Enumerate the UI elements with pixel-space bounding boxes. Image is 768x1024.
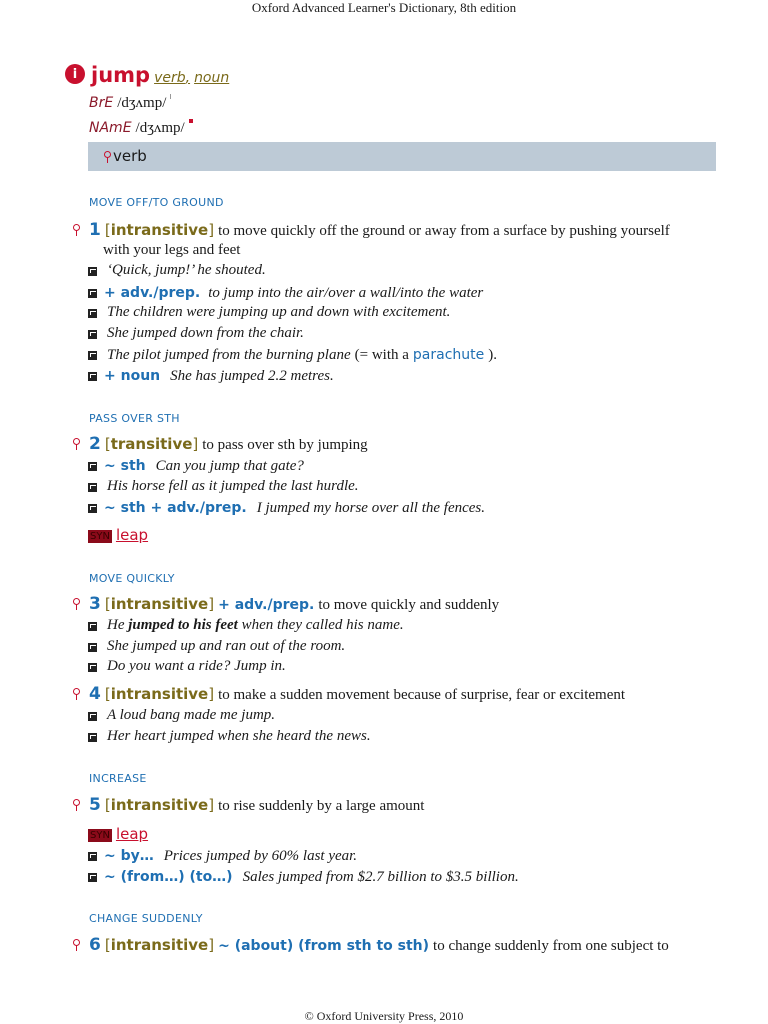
example (104, 847, 357, 865)
example-bullet-icon (88, 733, 97, 742)
pron-name-text: /dʒʌmp/ (135, 120, 185, 136)
pos-banner-label: verb (113, 147, 147, 165)
bracket: [ (104, 685, 111, 703)
example-text: when they called his name. (241, 617, 404, 633)
definition-continued: with your legs and feet (103, 242, 241, 258)
grammar-label: intransitive (110, 685, 209, 703)
example (104, 868, 519, 886)
example (104, 457, 304, 475)
example-bullet-icon (88, 873, 97, 882)
synonym-link[interactable]: leap (115, 825, 149, 843)
grammar-pattern: + adv./prep. (218, 597, 315, 613)
headword: jump (91, 63, 151, 87)
grammar-label: intransitive (110, 796, 209, 814)
example (107, 346, 497, 364)
bracket: [ (104, 595, 111, 613)
pron-name-label: NAmE (89, 120, 132, 136)
grammar-label: transitive (110, 435, 193, 453)
grammar-pattern: ~ (about) (from sth to sth) (218, 938, 430, 954)
definition: to make a sudden movement because of surprise, fear or excitement (218, 687, 626, 703)
synonym-line (88, 526, 148, 545)
sense-number: 1 (89, 220, 101, 240)
sense-6 (89, 935, 669, 955)
example-bullet-icon (88, 267, 97, 276)
definition: to move quickly off the ground or away from a surface by pushing yourself (218, 223, 670, 239)
pron-name (89, 119, 193, 137)
bracket: ] (192, 435, 199, 453)
bracket: [ (104, 221, 111, 239)
headword-line (91, 63, 229, 87)
sense-number: 3 (89, 594, 101, 614)
example-bullet-icon (88, 504, 97, 513)
audio-name-icon[interactable] (189, 119, 193, 123)
sense-5 (89, 795, 424, 815)
definition: to pass over sth by jumping (202, 437, 368, 453)
sense-number: 6 (89, 935, 101, 955)
grammar-label: intransitive (110, 221, 209, 239)
bracket: [ (104, 435, 111, 453)
pron-bre-text: /dʒʌmp/ (117, 95, 167, 111)
section-heading: PASS OVER STH (89, 412, 180, 425)
sense-2 (89, 434, 368, 454)
key-icon (72, 598, 80, 610)
example: She jumped up and ran out of the room. (107, 638, 346, 654)
example-bullet-icon (88, 483, 97, 492)
example-bullet-icon (88, 372, 97, 381)
example-bullet-icon (88, 330, 97, 339)
example (104, 284, 483, 302)
sense-number: 5 (89, 795, 101, 815)
grammar-label: intransitive (110, 936, 209, 954)
oxford-3000-key-icon: i (65, 64, 85, 84)
audio-bre-icon[interactable] (170, 94, 171, 99)
xref-link-parachute[interactable]: parachute (412, 347, 485, 363)
grammar-pattern: + adv./prep. (104, 285, 201, 301)
example-bullet-icon (88, 462, 97, 471)
definition: to rise suddenly by a large amount (218, 798, 425, 814)
example-text: I jumped my horse over all the fences. (256, 500, 486, 516)
section-heading: CHANGE SUDDENLY (89, 912, 203, 925)
key-icon (72, 438, 80, 450)
pos-separator: , (185, 70, 191, 86)
example-bullet-icon (88, 309, 97, 318)
key-icon (103, 151, 111, 163)
example-bullet-icon (88, 289, 97, 298)
sense-4 (89, 684, 625, 704)
section-heading: INCREASE (89, 772, 147, 785)
example: His horse fell as it jumped the last hurdle. (107, 478, 359, 494)
definition: to change suddenly from one subject to (433, 938, 669, 954)
example-gloss: (= with a (354, 347, 409, 363)
bracket: ] (208, 221, 215, 239)
example-gloss: ). (488, 347, 497, 363)
definition: to move quickly and suddenly (318, 597, 500, 613)
example (107, 617, 404, 634)
example-text: to jump into the air/over a wall/into the water (208, 285, 484, 301)
grammar-pattern: ~ sth + adv./prep. (104, 500, 247, 516)
pos-verb-link[interactable]: verb (154, 70, 186, 86)
bracket: ] (208, 936, 215, 954)
grammar-pattern: ~ sth (104, 458, 146, 474)
example: She jumped down from the chair. (107, 325, 304, 341)
example: A loud bang made me jump. (107, 707, 276, 723)
sense-number: 2 (89, 434, 101, 454)
pos-banner (88, 142, 716, 171)
example-text: The pilot jumped from the burning plane (107, 347, 351, 363)
example-bullet-icon (88, 643, 97, 652)
example-bullet-icon (88, 351, 97, 360)
pos-noun-link[interactable]: noun (194, 70, 230, 86)
document-header: Oxford Advanced Learner's Dictionary, 8th edition (251, 0, 517, 15)
example-text: She has jumped 2.2 metres. (170, 368, 334, 384)
bracket: ] (208, 796, 215, 814)
example-highlight: jumped to his feet (128, 617, 238, 633)
grammar-pattern: + noun (104, 368, 161, 384)
sense-3 (89, 594, 499, 614)
pron-bre (89, 94, 171, 112)
key-icon (72, 224, 80, 236)
example-bullet-icon (88, 622, 97, 631)
grammar-pattern: ~ (from…) (to…) (104, 869, 233, 885)
key-icon (72, 799, 80, 811)
example-text: Sales jumped from $2.7 billion to $3.5 billion. (242, 869, 519, 885)
section-heading: MOVE QUICKLY (89, 572, 175, 585)
synonym-line (88, 825, 148, 844)
bracket: ] (208, 685, 215, 703)
sense-number: 4 (89, 684, 101, 704)
copyright-footer: © Oxford University Press, 2010 (304, 1009, 464, 1023)
bracket: [ (104, 796, 111, 814)
example: ‘Quick, jump!’ he shouted. (107, 262, 266, 278)
grammar-pattern: ~ by… (104, 848, 154, 864)
section-heading: MOVE OFF/TO GROUND (89, 196, 224, 209)
pron-bre-label: BrE (89, 95, 114, 111)
syn-badge: SYN (90, 829, 110, 841)
example-text: He (107, 617, 125, 633)
synonym-link[interactable]: leap (115, 526, 149, 544)
example (104, 499, 485, 517)
example-text: Can you jump that gate? (155, 458, 304, 474)
syn-badge: SYN (90, 530, 110, 542)
key-icon (72, 939, 80, 951)
example-text: Prices jumped by 60% last year. (163, 848, 358, 864)
bracket: [ (104, 936, 111, 954)
example-bullet-icon (88, 663, 97, 672)
example: Do you want a ride? Jump in. (107, 658, 286, 674)
example (104, 367, 334, 385)
example-bullet-icon (88, 712, 97, 721)
example: Her heart jumped when she heard the news. (107, 728, 371, 744)
example-bullet-icon (88, 852, 97, 861)
sense-1 (89, 220, 670, 240)
bracket: ] (208, 595, 215, 613)
grammar-label: intransitive (110, 595, 209, 613)
example: The children were jumping up and down with excitement. (107, 304, 451, 320)
key-icon (72, 688, 80, 700)
